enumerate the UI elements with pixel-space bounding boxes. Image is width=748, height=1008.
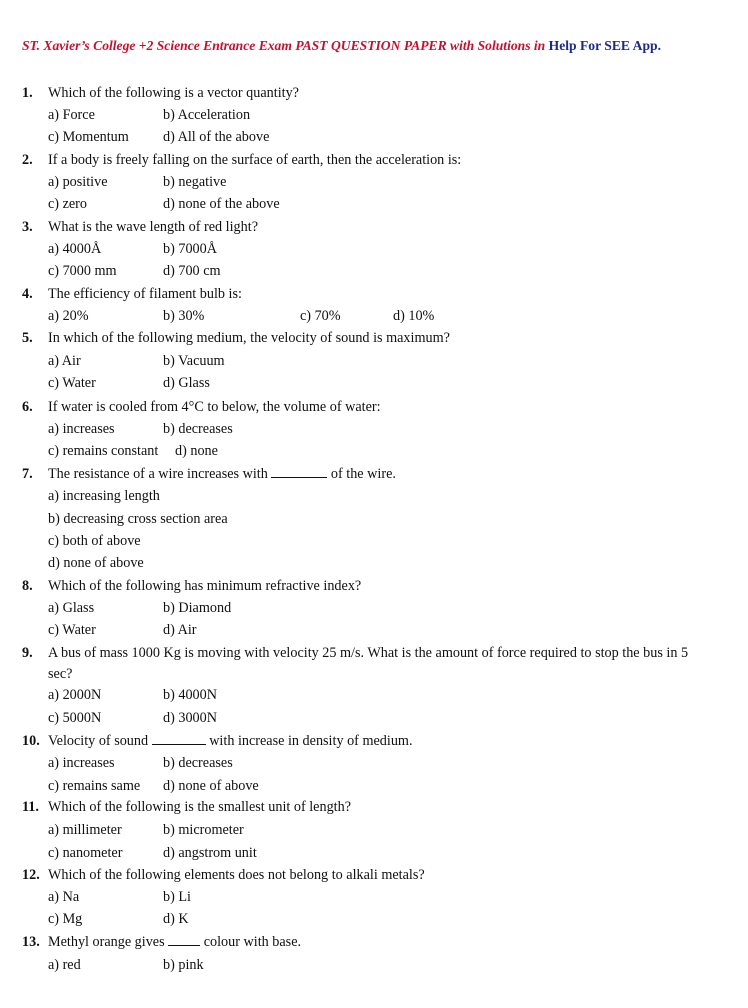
option: d) none of the above xyxy=(163,196,280,212)
option: d) 10% xyxy=(393,308,435,324)
question-text: Which of the following is a vector quantity? xyxy=(48,85,299,101)
option: b) Li xyxy=(163,889,191,905)
question-2: 2. If a body is freely falling on the surface of earth, then the acceleration is: xyxy=(22,152,462,168)
option: c) Water xyxy=(48,375,96,391)
option: a) 2000N xyxy=(48,687,102,703)
option: b) decreases xyxy=(163,421,233,437)
option: b) 7000Å xyxy=(163,241,217,257)
option: d) 700 cm xyxy=(163,263,221,279)
question-1: 1. Which of the following is a vector quantity? xyxy=(22,85,299,101)
option: b) 4000N xyxy=(163,687,217,703)
option: a) 4000Å xyxy=(48,241,102,257)
question-6: 6. If water is cooled from 4°C to below, the volume of water: xyxy=(22,399,381,415)
option: d) 3000N xyxy=(163,710,217,726)
option: b) 30% xyxy=(163,308,205,324)
question-text-part-a: Velocity of sound xyxy=(48,733,149,749)
question-3: 3. What is the wave length of red light? xyxy=(22,219,258,235)
option: a) positive xyxy=(48,174,108,190)
option: d) K xyxy=(163,911,189,927)
answer-blank xyxy=(168,935,200,946)
question-5: 5. In which of the following medium, the velocity of sound is maximum? xyxy=(22,330,450,346)
question-13: 13. Methyl orange gives colour with base. xyxy=(22,934,302,950)
option: d) Glass xyxy=(163,375,210,391)
question-text-part-a: The resistance of a wire increases with xyxy=(48,466,268,482)
option: d) none of above xyxy=(48,555,144,571)
question-9-continuation: sec? xyxy=(48,666,73,682)
option: d) none of above xyxy=(163,778,259,794)
option: b) decreasing cross section area xyxy=(48,511,228,527)
option: a) red xyxy=(48,957,81,973)
option: b) Acceleration xyxy=(163,107,251,123)
option: c) Momentum xyxy=(48,129,129,145)
option: a) increases xyxy=(48,755,115,771)
option: b) negative xyxy=(163,174,227,190)
question-text: Which of the following has minimum refractive index? xyxy=(48,578,362,594)
option: c) Water xyxy=(48,622,96,638)
option: c) 70% xyxy=(300,308,341,324)
question-text-part-b: of the wire. xyxy=(330,466,396,482)
option: b) Vacuum xyxy=(163,353,225,369)
header-title: ST. Xavier’s College +2 Science Entrance Exam PAST QUESTION PAPER with Solutions in xyxy=(22,38,546,53)
document-header xyxy=(22,38,742,54)
option: a) increasing length xyxy=(48,488,160,504)
option: c) zero xyxy=(48,196,87,212)
option: c) both of above xyxy=(48,533,141,549)
option: c) 5000N xyxy=(48,710,102,726)
question-text-part-b: colour with base. xyxy=(203,934,302,950)
answer-blank xyxy=(152,734,206,745)
option: a) 20% xyxy=(48,308,89,324)
answer-blank xyxy=(271,467,327,478)
question-4: 4. The efficiency of filament bulb is: xyxy=(22,286,242,302)
option: d) All of the above xyxy=(163,129,270,145)
question-text: What is the wave length of red light? xyxy=(48,219,258,235)
question-text: A bus of mass 1000 Kg is moving with velocity 25 m/s. What is the amount of force required to stop the bus in 5 xyxy=(48,645,689,661)
question-7: 7. The resistance of a wire increases with of the wire. xyxy=(22,466,396,482)
option: a) Glass xyxy=(48,600,95,616)
option: b) decreases xyxy=(163,755,233,771)
question-text-part-a: Methyl orange gives xyxy=(48,934,165,950)
option: d) none xyxy=(175,443,218,459)
question-9: 9. A bus of mass 1000 Kg is moving with velocity 25 m/s. What is the amount of force required to stop the bus in 5 xyxy=(22,645,689,661)
question-12: 12. Which of the following elements does not belong to alkali metals? xyxy=(22,867,425,883)
option: a) millimeter xyxy=(48,822,122,838)
option: a) Force xyxy=(48,107,95,123)
question-text-part-b: with increase in density of medium. xyxy=(209,733,413,749)
header-source: Help For SEE App. xyxy=(548,38,661,53)
question-text: In which of the following medium, the velocity of sound is maximum? xyxy=(48,330,450,346)
question-text: If water is cooled from 4°C to below, the volume of water: xyxy=(48,399,381,415)
question-8: 8. Which of the following has minimum refractive index? xyxy=(22,578,362,594)
option: b) pink xyxy=(163,957,204,973)
option: c) 7000 mm xyxy=(48,263,117,279)
option: b) micrometer xyxy=(163,822,244,838)
option: d) Air xyxy=(163,622,197,638)
option: c) nanometer xyxy=(48,845,123,861)
question-text: Which of the following is the smallest unit of length? xyxy=(48,799,352,815)
option: c) Mg xyxy=(48,911,83,927)
option: d) angstrom unit xyxy=(163,845,257,861)
option: a) Na xyxy=(48,889,80,905)
question-11: 11. Which of the following is the smallest unit of length? xyxy=(22,799,352,815)
question-10: 10. Velocity of sound with increase in density of medium. xyxy=(22,733,413,749)
question-text: If a body is freely falling on the surface of earth, then the acceleration is: xyxy=(48,152,462,168)
option: b) Diamond xyxy=(163,600,232,616)
question-text: The efficiency of filament bulb is: xyxy=(48,286,242,302)
option: a) Air xyxy=(48,353,81,369)
option: c) remains same xyxy=(48,778,141,794)
option: a) increases xyxy=(48,421,115,437)
option: c) remains constant xyxy=(48,443,159,459)
question-text: Which of the following elements does not belong to alkali metals? xyxy=(48,867,425,883)
